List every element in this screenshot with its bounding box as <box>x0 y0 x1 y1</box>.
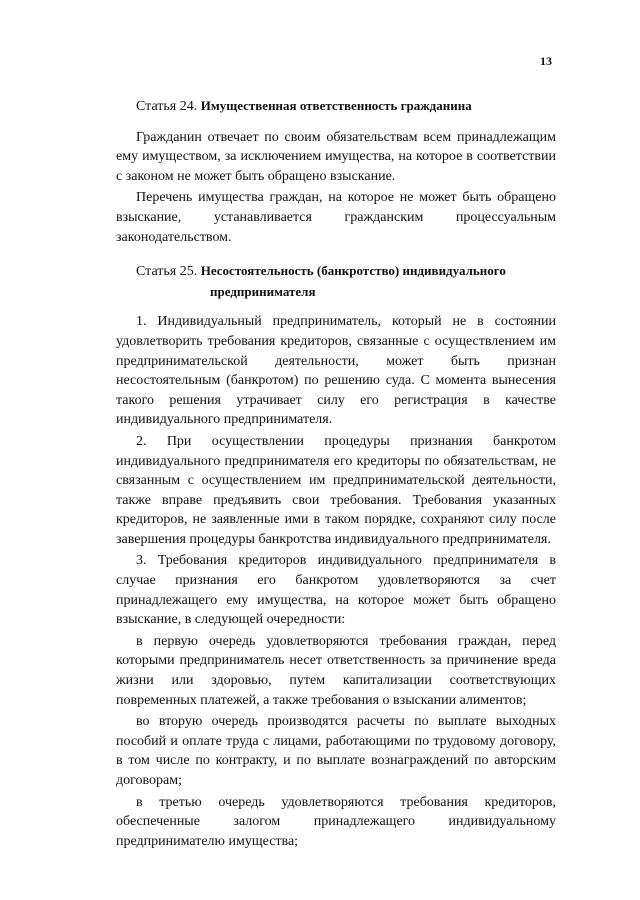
article-24-title: Имущественная ответственность гражданина <box>200 98 472 113</box>
article-24-heading <box>136 96 556 117</box>
article-25-priority-1: в первую очередь удовлетворяются требования граждан, перед которыми предприниматель несет ответственность за причинение вреда жизни или здоровью, путем капитализации соответствующих повременных платежей, а также требования о взыскании алиментов; <box>116 633 556 708</box>
article-25-paragraph-2: 2. При осуществлении процедуры признания банкротом индивидуального предпринимателя его кредиторы по обязательствам, не связанным с осуществлением им предпринимательской деятельности, также вправе предъявить свои требования. Требования указанных кредиторов, не заявленные ими в таком порядке, сохраняют силу после завершения процедуры банкротства индивидуального предпринимателя. <box>116 433 556 547</box>
document-body <box>116 96 556 851</box>
article-25-paragraph-3: 3. Требования кредиторов индивидуального предпринимателя в случае признания его банкротом удовлетворяются за счет принадлежащего ему имущества, на которое может быть обращено взыскание, в следующей очередности: <box>116 553 556 628</box>
article-25-paragraph-1: 1. Индивидуальный предприниматель, который не в состоянии удовлетворить требования кредиторов, связанные с осуществлением им предпринимательской деятельности, может быть признан несостоятельным (банкротом) по решению суда. С момента вынесения такого решения утрачивает силу его регистрация в качестве индивидуального предпринимателя. <box>116 314 556 428</box>
article-25-title-line-1: Несостоятельность (банкротство) индивидуального <box>200 263 506 279</box>
article-24-number: Статья 24. <box>136 99 198 114</box>
article-24-paragraph-2: Перечень имущества граждан, на которое не может быть обращено взыскание, устанавливается гражданским процессуальным законодательством. <box>116 190 556 245</box>
article-25-number: Статья 25. <box>136 264 198 280</box>
article-24-paragraph-1: Гражданин отвечает по своим обязательствам всем принадлежащим ему имуществом, за исключением имущества, на которое в соответствии с законом не может быть обращено взыскание. <box>116 129 556 184</box>
article-25-priority-3: в третью очередь удовлетворяются требования кредиторов, обеспеченные залогом принадлежащего индивидуальному предпринимателю имущества; <box>116 794 556 849</box>
article-25-heading <box>136 261 556 301</box>
article-25-title-line-2: предпринимателя <box>210 283 316 299</box>
article-25-priority-2: во вторую очередь производятся расчеты по выплате выходных пособий и оплате труда с лицами, работающими по трудовому договору, в том числе по контракту, и по выплате вознаграждений по авторским договорам; <box>116 714 556 788</box>
page-number: 13 <box>540 54 552 68</box>
